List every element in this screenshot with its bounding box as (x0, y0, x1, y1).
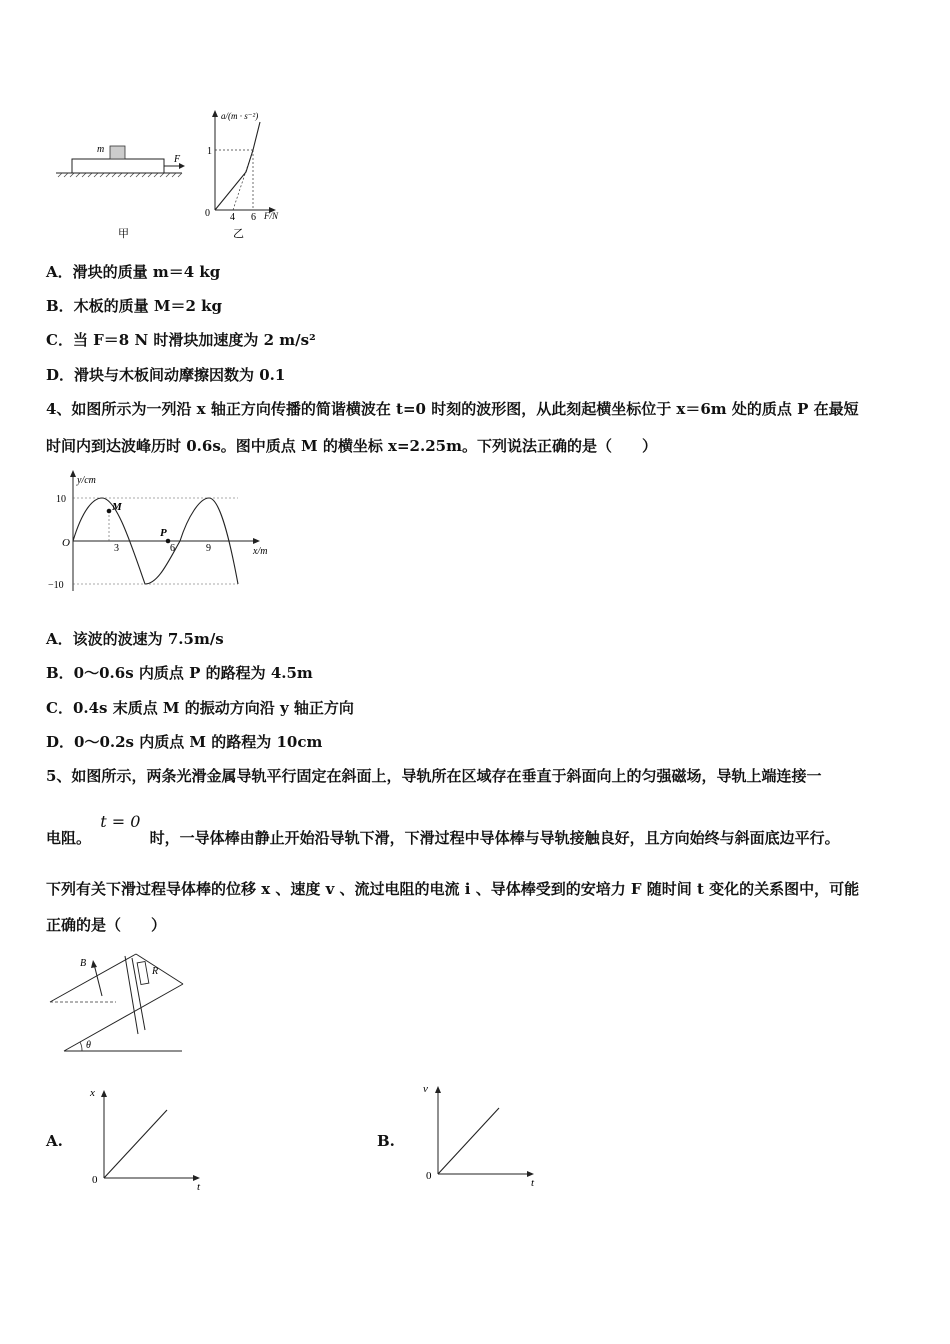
q4-option-a: A．该波的波速为 7.5m/s (46, 630, 224, 648)
graph-a-line (104, 1110, 167, 1178)
angle-arc (80, 1042, 82, 1051)
q3-option-c: C．当 F＝8 N 时滑块加速度为 2 m/s² (46, 331, 316, 349)
ground-hatch (58, 173, 182, 177)
point-p-label: P (160, 527, 167, 539)
graph-a-x-label: t (197, 1181, 201, 1192)
af-origin: 0 (205, 208, 210, 219)
q5-option-a-label: A. (46, 1132, 63, 1150)
wave-x-arrowhead (253, 538, 260, 544)
graph-a-y-label: x (90, 1087, 95, 1099)
field-arrowhead (91, 960, 97, 968)
field-label: B (80, 958, 87, 969)
block-label: m (97, 144, 105, 155)
point-m (107, 509, 112, 514)
rail-side-left (125, 956, 138, 1034)
wave-origin: O (62, 537, 70, 549)
q3-option-b: B．木板的质量 M＝2 kg (46, 297, 223, 315)
resistor (137, 961, 149, 984)
af-y-tick-1: 1 (207, 146, 212, 157)
q5-stem-line3: 下列有关下滑过程导体棒的位移 x 、速度 v 、流过电阻的电流 i 、导体棒受到的安培力 F 随时间 t 变化的关系图中，可能 (46, 880, 860, 898)
q5-stem-line1: 5、如图所示，两条光滑金属导轨平行固定在斜面上，导轨所在区域存在垂直于斜面向上的匀强磁场，导轨上端连接一 (46, 767, 822, 785)
q5-line2-pre: 电阻。 (46, 829, 92, 847)
wave-y-arrowhead (70, 470, 76, 477)
q3-option-a: A．滑块的质量 m＝4 kg (46, 263, 221, 281)
graph-b-y-arrowhead (435, 1086, 441, 1093)
graph-a-y-arrowhead (101, 1090, 107, 1097)
point-p (166, 539, 171, 544)
field-arrow (94, 964, 102, 996)
point-m-label: M (112, 501, 122, 513)
board (72, 159, 164, 173)
caption-jia: 甲 (118, 228, 129, 240)
q5-option-b-label: B. (377, 1132, 395, 1150)
graph-b-origin: 0 (426, 1170, 432, 1182)
q5-graph-a (84, 1082, 214, 1192)
q4-option-c: C．0.4s 末质点 M 的振动方向沿 y 轴正方向 (46, 699, 354, 717)
wave-y-label: y/cm (77, 475, 96, 486)
q5-line2-post: 时，一导体棒由静止开始沿导轨下滑，下滑过程中导体棒与导轨接触良好，且方向始终与斜面底边平行。 (149, 829, 840, 847)
q4-stem-line1: 4、如图所示为一列沿 x 轴正方向传播的简谐横波在 t=0 时刻的波形图，从此刻起横坐标位于 x＝6m 处的质点 P 在最短 (46, 400, 859, 418)
angle-label: θ (86, 1040, 91, 1051)
af-x-tick-4: 4 (230, 212, 235, 223)
q5-graph-b (418, 1078, 548, 1188)
q4-stem-line2: 时间内到达波峰历时 0.6s。图中质点 M 的横坐标 x=2.25m。下列说法正确的是（ ） (46, 437, 657, 455)
resistor-label: R (152, 966, 159, 977)
q5-incline-diagram (46, 950, 186, 1058)
rail-lower (64, 984, 183, 1051)
q5-t-equals-zero: t = 0 (100, 812, 141, 831)
q5-stem-line4: 正确的是（ ） (46, 916, 167, 934)
figure-block-board-and-af-graph (50, 100, 310, 245)
wave-x-tick-9: 9 (206, 543, 211, 554)
q4-option-d: D．0～0.2s 内质点 M 的路程为 10cm (46, 733, 323, 751)
af-x-label: F/N (264, 211, 279, 221)
force-label: F (174, 154, 181, 165)
q4-wave-graph (48, 466, 288, 598)
q4-option-b: B．0～0.6s 内质点 P 的路程为 4.5m (46, 664, 313, 682)
block (110, 146, 125, 159)
af-x-tick-6: 6 (251, 212, 256, 223)
q3-option-d: D．滑块与木板间动摩擦因数为 0.1 (46, 366, 286, 384)
q5-stem-line2 (46, 812, 840, 848)
graph-b-x-label: t (531, 1177, 535, 1188)
wave-y-tick-neg10: −10 (48, 580, 64, 591)
af-y-arrowhead (212, 110, 218, 117)
af-y-label: a/(m · s⁻²) (221, 111, 259, 121)
wave-y-tick-10: 10 (56, 494, 66, 505)
graph-a-origin: 0 (92, 1174, 98, 1186)
wave-x-label: x/m (253, 546, 268, 557)
wave-x-tick-3: 3 (114, 543, 119, 554)
caption-yi: 乙 (233, 228, 244, 240)
graph-b-line (438, 1108, 499, 1174)
wave-x-tick-6: 6 (170, 543, 175, 554)
graph-b-y-label: v (423, 1083, 428, 1095)
